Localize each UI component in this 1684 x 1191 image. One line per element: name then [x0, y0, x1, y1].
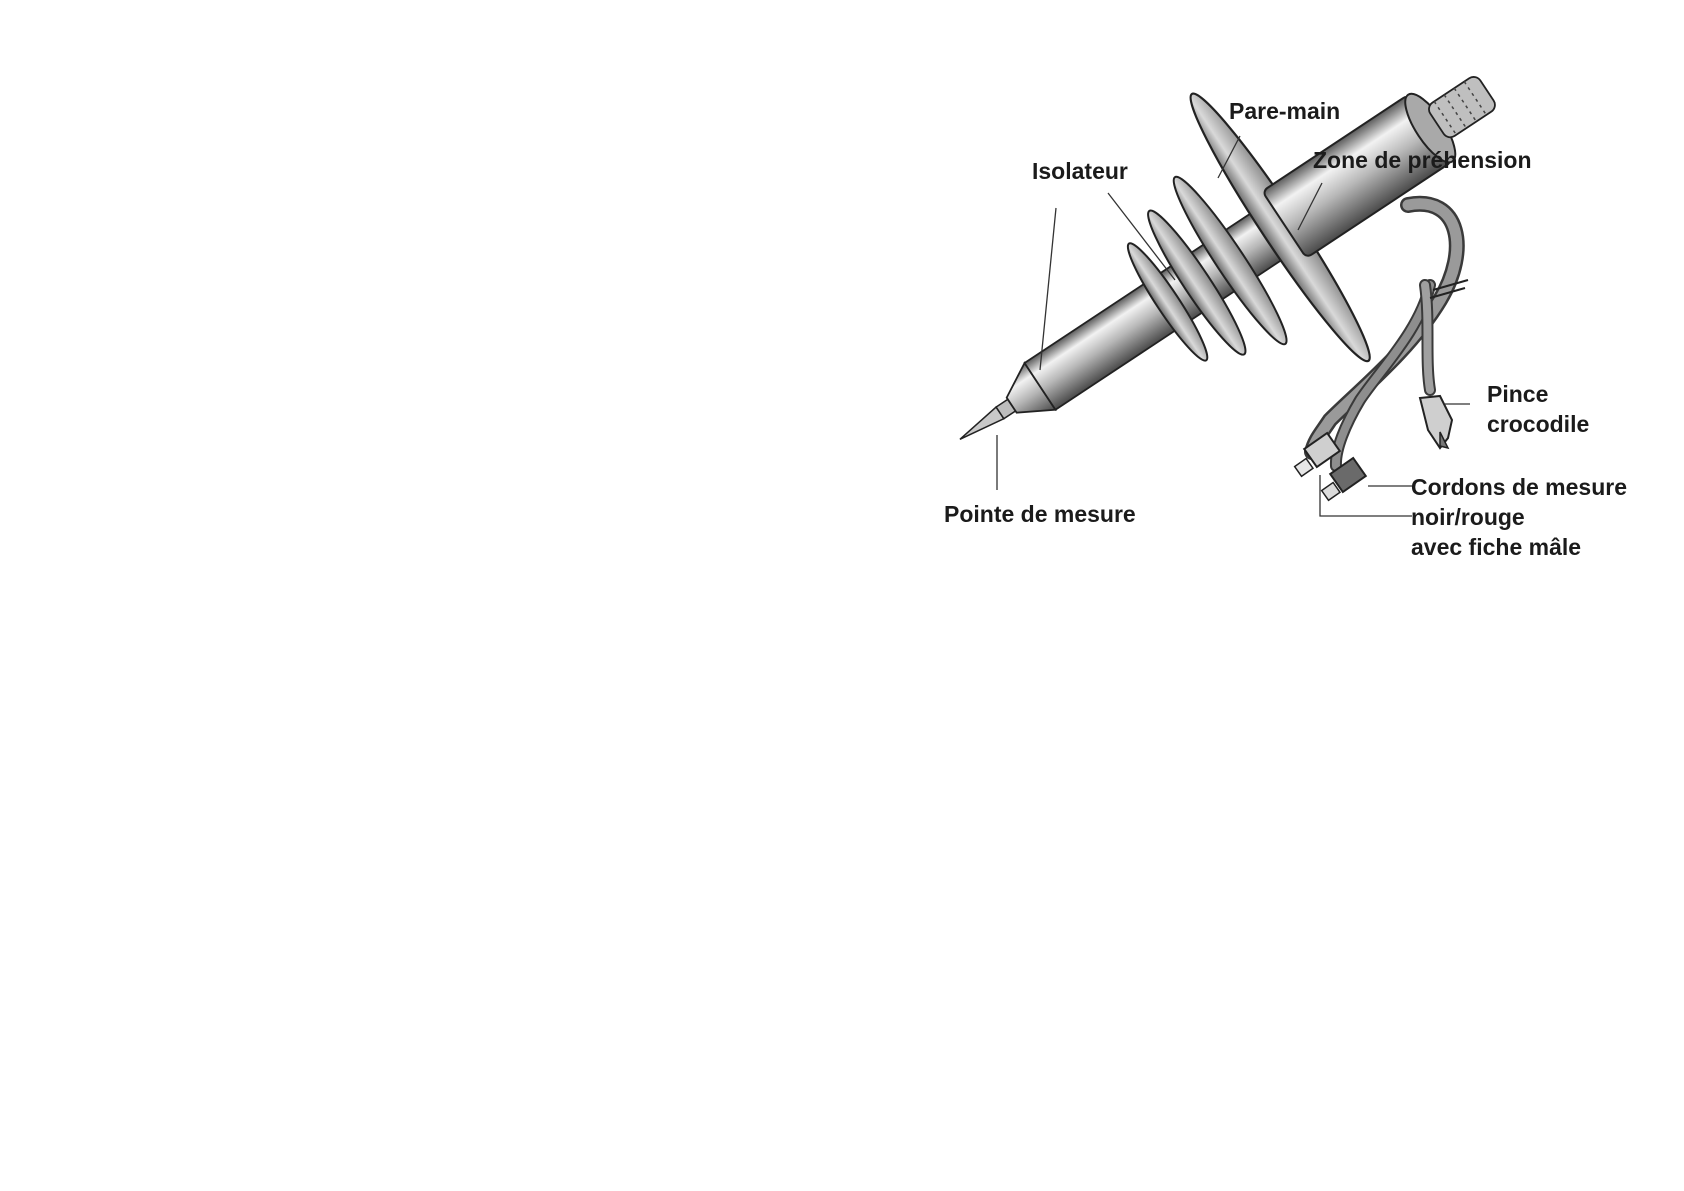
label-pare-main: Pare-main: [1229, 98, 1341, 124]
label-cordons-3: avec fiche mâle: [1411, 534, 1582, 560]
label-pince: Pince: [1487, 381, 1549, 407]
label-pointe-de-mesure: Pointe de mesure: [944, 501, 1136, 527]
male-plug-red-icon: [1322, 458, 1366, 500]
label-cordons-1: Cordons de mesure: [1411, 474, 1627, 500]
label-cordons-2: noir/rouge: [1411, 504, 1525, 530]
label-crocodile: crocodile: [1487, 411, 1590, 437]
label-isolateur: Isolateur: [1032, 158, 1128, 184]
label-zone-prehension: Zone de préhension: [1313, 147, 1532, 173]
